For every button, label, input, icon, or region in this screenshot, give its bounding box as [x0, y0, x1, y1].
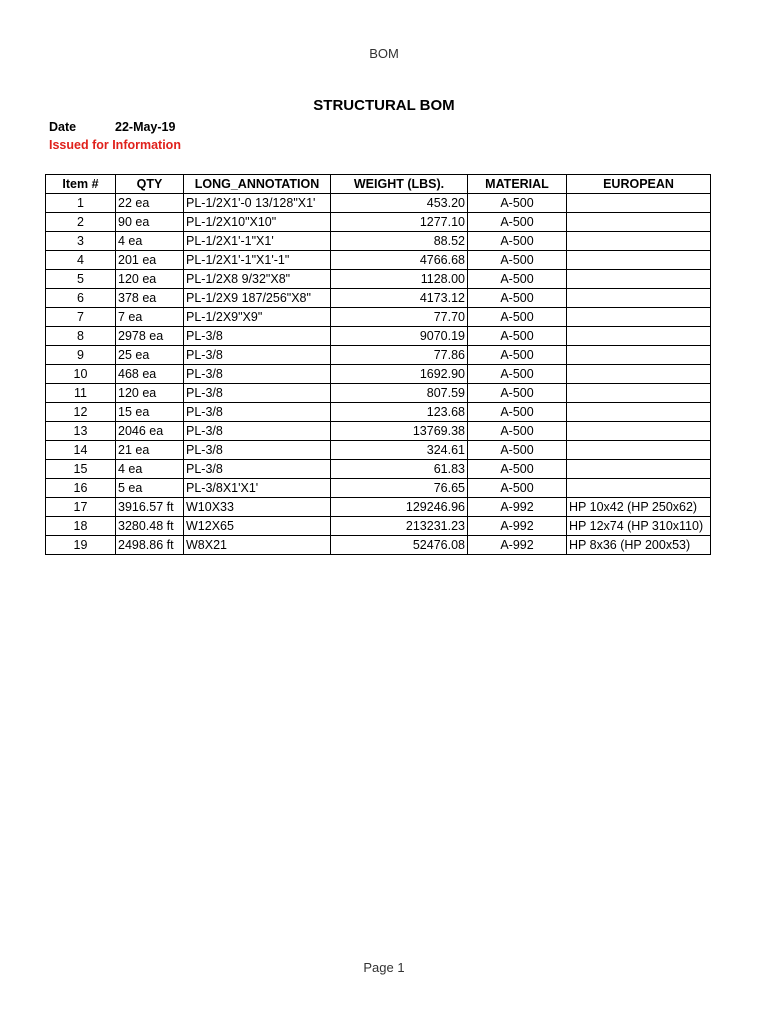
bom-table-header	[46, 175, 711, 194]
cell-item-number: 7	[46, 308, 116, 327]
table-row	[46, 479, 711, 498]
cell-weight: 453.20	[331, 194, 468, 213]
cell-qty: 3916.57 ft	[116, 498, 184, 517]
issue-status: Issued for Information	[49, 138, 181, 152]
cell-material: A-992	[468, 517, 567, 536]
column-header-long-annotation: LONG_ANNOTATION	[184, 175, 331, 194]
cell-european	[567, 384, 711, 403]
cell-european	[567, 403, 711, 422]
cell-weight: 1277.10	[331, 213, 468, 232]
cell-material: A-500	[468, 346, 567, 365]
cell-long-annotation: PL-3/8	[184, 327, 331, 346]
cell-weight: 1692.90	[331, 365, 468, 384]
cell-item-number: 4	[46, 251, 116, 270]
cell-item-number: 15	[46, 460, 116, 479]
cell-item-number: 13	[46, 422, 116, 441]
table-row	[46, 365, 711, 384]
cell-european	[567, 270, 711, 289]
cell-european	[567, 232, 711, 251]
cell-material: A-500	[468, 441, 567, 460]
cell-weight: 77.70	[331, 308, 468, 327]
cell-european	[567, 441, 711, 460]
cell-long-annotation: PL-3/8	[184, 384, 331, 403]
cell-item-number: 17	[46, 498, 116, 517]
cell-item-number: 19	[46, 536, 116, 555]
cell-material: A-500	[468, 384, 567, 403]
cell-weight: 4766.68	[331, 251, 468, 270]
cell-material: A-992	[468, 498, 567, 517]
cell-long-annotation: PL-3/8	[184, 403, 331, 422]
table-row	[46, 232, 711, 251]
cell-qty: 120 ea	[116, 270, 184, 289]
table-row	[46, 251, 711, 270]
date-label: Date	[49, 120, 77, 134]
cell-long-annotation: PL-3/8X1'X1'	[184, 479, 331, 498]
cell-material: A-500	[468, 289, 567, 308]
table-row	[46, 536, 711, 555]
document-title: STRUCTURAL BOM	[313, 97, 455, 114]
cell-item-number: 14	[46, 441, 116, 460]
cell-european: HP 10x42 (HP 250x62)	[567, 498, 711, 517]
cell-weight: 13769.38	[331, 422, 468, 441]
cell-qty: 120 ea	[116, 384, 184, 403]
cell-material: A-500	[468, 365, 567, 384]
table-row	[46, 460, 711, 479]
date-row	[49, 120, 175, 134]
table-row	[46, 384, 711, 403]
cell-european	[567, 365, 711, 384]
cell-european	[567, 422, 711, 441]
cell-european: HP 12x74 (HP 310x110)	[567, 517, 711, 536]
cell-weight: 807.59	[331, 384, 468, 403]
cell-long-annotation: PL-3/8	[184, 441, 331, 460]
table-row	[46, 517, 711, 536]
cell-qty: 25 ea	[116, 346, 184, 365]
bom-table	[45, 174, 711, 555]
cell-long-annotation: PL-3/8	[184, 422, 331, 441]
cell-material: A-500	[468, 308, 567, 327]
cell-weight: 123.68	[331, 403, 468, 422]
date-value: 22-May-19	[115, 120, 176, 134]
cell-material: A-500	[468, 460, 567, 479]
column-header-material: MATERIAL	[468, 175, 567, 194]
cell-qty: 378 ea	[116, 289, 184, 308]
cell-item-number: 9	[46, 346, 116, 365]
table-row	[46, 441, 711, 460]
cell-qty: 15 ea	[116, 403, 184, 422]
column-header-weight: WEIGHT (LBS).	[331, 175, 468, 194]
page-number: Page 1	[363, 960, 405, 975]
column-header-qty: QTY	[116, 175, 184, 194]
cell-long-annotation: PL-1/2X9 187/256"X8"	[184, 289, 331, 308]
cell-item-number: 5	[46, 270, 116, 289]
cell-material: A-500	[468, 422, 567, 441]
table-row	[46, 498, 711, 517]
cell-item-number: 12	[46, 403, 116, 422]
cell-material: A-992	[468, 536, 567, 555]
cell-weight: 1128.00	[331, 270, 468, 289]
cell-long-annotation: PL-1/2X1'-1"X1'-1"	[184, 251, 331, 270]
column-header-european: EUROPEAN	[567, 175, 711, 194]
cell-long-annotation: PL-1/2X9"X9"	[184, 308, 331, 327]
cell-european: HP 8x36 (HP 200x53)	[567, 536, 711, 555]
cell-european	[567, 346, 711, 365]
cell-material: A-500	[468, 232, 567, 251]
cell-weight: 4173.12	[331, 289, 468, 308]
cell-long-annotation: PL-1/2X8 9/32"X8"	[184, 270, 331, 289]
table-row	[46, 213, 711, 232]
table-row	[46, 308, 711, 327]
cell-qty: 2046 ea	[116, 422, 184, 441]
cell-item-number: 6	[46, 289, 116, 308]
page-header: BOM	[369, 46, 399, 61]
cell-qty: 201 ea	[116, 251, 184, 270]
cell-long-annotation: W10X33	[184, 498, 331, 517]
table-row	[46, 289, 711, 308]
cell-weight: 77.86	[331, 346, 468, 365]
cell-european	[567, 289, 711, 308]
cell-item-number: 11	[46, 384, 116, 403]
cell-weight: 61.83	[331, 460, 468, 479]
cell-long-annotation: W12X65	[184, 517, 331, 536]
column-header-item: Item #	[46, 175, 116, 194]
cell-material: A-500	[468, 251, 567, 270]
cell-weight: 129246.96	[331, 498, 468, 517]
table-row	[46, 270, 711, 289]
cell-qty: 21 ea	[116, 441, 184, 460]
cell-european	[567, 251, 711, 270]
cell-material: A-500	[468, 194, 567, 213]
cell-qty: 90 ea	[116, 213, 184, 232]
cell-weight: 52476.08	[331, 536, 468, 555]
cell-long-annotation: PL-1/2X10"X10"	[184, 213, 331, 232]
cell-item-number: 2	[46, 213, 116, 232]
cell-qty: 22 ea	[116, 194, 184, 213]
cell-long-annotation: PL-1/2X1'-1"X1'	[184, 232, 331, 251]
cell-long-annotation: PL-3/8	[184, 365, 331, 384]
cell-material: A-500	[468, 403, 567, 422]
cell-european	[567, 213, 711, 232]
cell-qty: 5 ea	[116, 479, 184, 498]
cell-qty: 468 ea	[116, 365, 184, 384]
cell-material: A-500	[468, 479, 567, 498]
cell-material: A-500	[468, 327, 567, 346]
cell-material: A-500	[468, 270, 567, 289]
header-row	[46, 175, 711, 194]
cell-weight: 213231.23	[331, 517, 468, 536]
table-row	[46, 346, 711, 365]
cell-item-number: 18	[46, 517, 116, 536]
cell-qty: 4 ea	[116, 460, 184, 479]
cell-qty: 7 ea	[116, 308, 184, 327]
table-row	[46, 327, 711, 346]
cell-material: A-500	[468, 213, 567, 232]
cell-qty: 2498.86 ft	[116, 536, 184, 555]
cell-long-annotation: PL-3/8	[184, 346, 331, 365]
table-row	[46, 194, 711, 213]
cell-item-number: 10	[46, 365, 116, 384]
bom-table-body	[46, 194, 711, 555]
cell-long-annotation: W8X21	[184, 536, 331, 555]
cell-long-annotation: PL-1/2X1'-0 13/128"X1'	[184, 194, 331, 213]
table-row	[46, 422, 711, 441]
cell-european	[567, 308, 711, 327]
cell-weight: 9070.19	[331, 327, 468, 346]
cell-european	[567, 327, 711, 346]
table-row	[46, 403, 711, 422]
cell-european	[567, 460, 711, 479]
cell-weight: 88.52	[331, 232, 468, 251]
cell-item-number: 8	[46, 327, 116, 346]
cell-item-number: 1	[46, 194, 116, 213]
cell-item-number: 16	[46, 479, 116, 498]
cell-qty: 2978 ea	[116, 327, 184, 346]
cell-qty: 4 ea	[116, 232, 184, 251]
cell-item-number: 3	[46, 232, 116, 251]
cell-long-annotation: PL-3/8	[184, 460, 331, 479]
cell-european	[567, 194, 711, 213]
cell-weight: 76.65	[331, 479, 468, 498]
cell-weight: 324.61	[331, 441, 468, 460]
cell-qty: 3280.48 ft	[116, 517, 184, 536]
cell-european	[567, 479, 711, 498]
